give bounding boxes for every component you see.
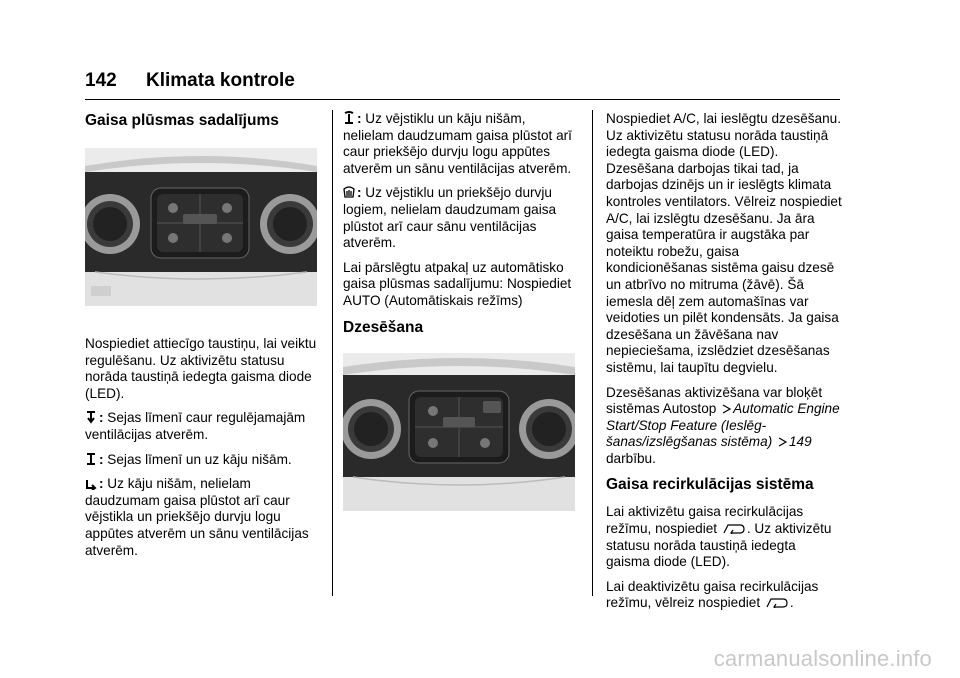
item-windscreen-foot-text: Uz vējstiklu un kāju nišām, nelielam daudzumam gaisa plūstot arī caur priekšējo durvju logu appūtes atverēm un sānu ventilācijas atverēm. <box>343 111 572 176</box>
item-windscreen-label: : <box>357 185 362 201</box>
figure-climate-panel-1 <box>85 148 317 306</box>
column-divider-1 <box>332 110 333 596</box>
item-face-vents <box>85 410 321 443</box>
recirculation-icon-2 <box>766 596 788 608</box>
paragraph-autostop <box>606 385 842 468</box>
item-windscreen <box>343 185 579 251</box>
column-3 <box>606 111 842 620</box>
cross-reference-arrow-icon-2 <box>778 437 787 447</box>
paragraph-cooling: Nospiediet A/C, lai ieslēgtu dzesēšanu. Uz aktivizētu statusu norāda taustiņā iedegta gaisma diode (LED). Dzesēšana darbojas tikai tad, ja darbojas dzinējs un ir ieslēgts klimata kontroles ventilators. Vēlreiz nospiediet A/C, lai izslēgtu dzesēšanu. Ja āra gaisa temperatūra ir augstāka par noteiktu robežu, gaisa kondicionēšanas sistēma gaisu dzesē un atbrīvo no mitruma (žāvē). Šā iemesla dēļ zem automašīnas var veidoties un pilēt kondensāts. Ja gaisa dzesēšana un žāvēšana nav nepieciešama, izslēdziet dzesēšanas sistēmu, lai taupītu degvielu. <box>606 111 842 375</box>
item-windscreen-text: Uz vējstiklu un priekšējo durvju logiem, nelielam daudzumam gaisa plūstot arī caur sānu ventilācijas atverēm. <box>343 185 557 251</box>
section-heading-recirculation: Gaisa recirkulācijas sistēma <box>606 476 814 494</box>
item-face-vents-label: : <box>99 410 104 426</box>
paragraph-recirc-off <box>606 579 842 612</box>
page-title: Klimata kontrole <box>146 70 295 91</box>
item-face-foot-text: Sejas līmenī un uz kāju nišām. <box>103 451 292 467</box>
item-foot-text: Uz kāju nišām, nelielam daudzumam gaisa plūstot arī caur vējstikla un priekšējo durvju logu appūtes atverēm un sānu ventilācijas atverēm. <box>85 476 309 558</box>
page-number: 142 <box>85 70 117 91</box>
column-1 <box>85 111 321 567</box>
paragraph-autostop-end: darbību. <box>606 450 656 466</box>
section-heading-air-distribution: Gaisa plūsmas sadalījums <box>85 112 279 129</box>
paragraph-recirc-on <box>606 504 842 570</box>
item-face-foot-label: : <box>99 451 104 467</box>
figure-climate-panel-2 <box>343 353 575 511</box>
column-2 <box>343 111 579 541</box>
paragraph-autostop-text: Dzesēšanas aktivizēšana var bloķēt sistēmas Autostop <box>606 384 823 417</box>
item-windscreen-foot-label: : <box>357 111 362 126</box>
paragraph-recirc-off-end: . <box>789 595 794 611</box>
paragraph-recirc-off-text: Lai deaktivizētu gaisa recirkulācijas režīmu, vēlreiz nospiediet <box>606 578 819 611</box>
watermark: carmanualsonline.info <box>713 646 932 671</box>
airflow-windscreen-foot-icon <box>343 111 355 125</box>
item-windscreen-foot <box>343 111 579 177</box>
item-face-vents-text: Sejas līmenī caur regulējamajām ventilācijas atverēm. <box>85 410 306 442</box>
airflow-foot-icon <box>85 476 97 490</box>
defrost-windscreen-icon <box>343 185 355 199</box>
item-foot <box>85 476 321 559</box>
header-rule <box>85 99 840 100</box>
section-heading-cooling: Dzesēšana <box>343 318 424 336</box>
paragraph-recirc-on-text: Lai aktivizētu gaisa recirkulācijas režīmu, nospiediet <box>606 504 804 537</box>
cross-reference-arrow-icon <box>722 404 731 414</box>
autostop-link[interactable]: Automatic Engine Start/Stop Feature (Ieslēgšanas/izslēgšanas sistēma) <box>606 401 840 450</box>
paragraph-intro: Nospiediet attiecīgo taustiņu, lai veiktu regulēšanu. Uz aktivizētu statusu norāda taustiņā iedegta gaisma diode (LED). <box>85 336 317 401</box>
recirculation-icon <box>723 522 745 534</box>
airflow-face-foot-icon <box>85 452 97 466</box>
column-divider-2 <box>592 110 593 596</box>
item-face-foot <box>85 452 321 469</box>
paragraph-auto: Lai pārslēgtu atpakaļ uz automātisko gaisa plūsmas sadalījumu: Nospiediet AUTO (Automātiskais režīms) <box>343 259 572 308</box>
item-foot-label: : <box>99 476 104 492</box>
paragraph-recirc-on-end: . Uz aktivizētu statusu norāda taustiņā iedegta gaisma diode (LED). <box>606 521 832 570</box>
airflow-face-icon <box>85 410 97 424</box>
autostop-page-link[interactable]: 149 <box>789 434 812 450</box>
